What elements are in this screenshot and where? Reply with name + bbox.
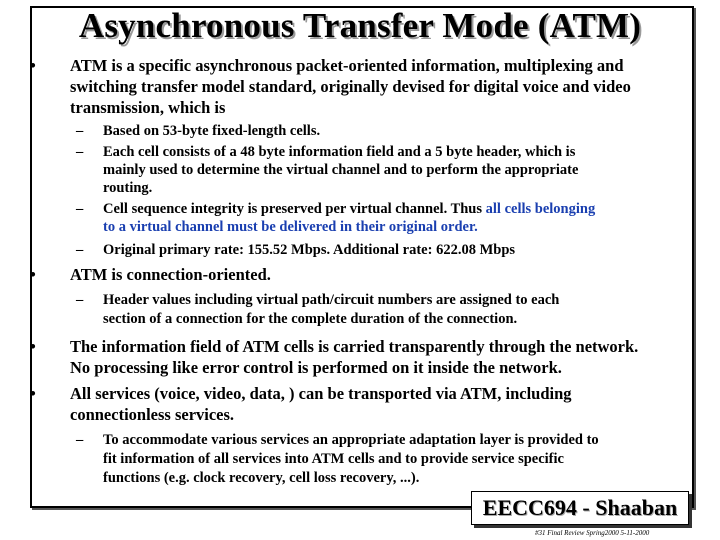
bullet-4-line-1: All services (voice, video, data, ) can be transported via ATM, including — [70, 384, 572, 403]
sub-bullet-3-line-2: to a virtual channel must be delivered in their original order. — [103, 219, 478, 235]
bullet-marker: • — [30, 337, 36, 356]
sub-bullet-2-line-1: Each cell consists of a 48 byte information field and a 5 byte header, which is — [103, 144, 576, 160]
sub-bullet-5-line-1: Header values including virtual path/circuit numbers are assigned to each — [103, 292, 560, 308]
dash-marker: – — [76, 201, 84, 217]
bullet-3-line-2: No processing like error control is performed on it inside the network. — [70, 358, 562, 377]
slide-footnote: #31 Final Review Spring2000 5-11-2000 — [535, 529, 650, 537]
bullet-1-line-2: switching transfer model standard, originally devised for digital voice and video — [70, 77, 631, 96]
bullet-marker: • — [30, 56, 36, 75]
bullet-3-line-1: The information field of ATM cells is carried transparently through the network. — [70, 337, 639, 356]
dash-marker: – — [76, 292, 84, 308]
dash-marker: – — [76, 432, 84, 448]
sub-bullet-6-line-1: To accommodate various services an appropriate adaptation layer is provided to — [103, 432, 599, 448]
sub-bullet-3-line-1 — [103, 200, 595, 218]
dash-marker: – — [76, 123, 84, 139]
course-footer-badge: EECC694 - Shaaban — [471, 491, 689, 525]
bullet-2: ATM is connection-oriented. — [70, 265, 271, 284]
dash-marker: – — [76, 242, 84, 258]
slide-title: Asynchronous Transfer Mode (ATM) — [78, 6, 642, 45]
sub-bullet-4: Original primary rate: 155.52 Mbps. Additional rate: 622.08 Mbps — [103, 242, 516, 258]
sub-bullet-5-line-2: section of a connection for the complete duration of the connection. — [103, 311, 518, 327]
bullet-marker: • — [30, 384, 36, 403]
bullet-1-line-3: transmission, which is — [70, 98, 226, 117]
highlight-text: all cells belonging — [485, 201, 596, 217]
bullet-1-line-1: ATM is a specific asynchronous packet-oriented information, multiplexing and — [70, 56, 624, 75]
sub-bullet-3-text: Cell sequence integrity is preserved per virtual channel. Thus — [103, 201, 486, 217]
sub-bullet-6-line-2: fit information of all services into ATM cells and to provide service specific — [103, 451, 564, 467]
dash-marker: – — [76, 144, 84, 160]
sub-bullet-2-line-2: mainly used to determine the virtual channel and to perform the appropriate — [103, 162, 579, 178]
sub-bullet-1: Based on 53-byte fixed-length cells. — [103, 123, 321, 139]
sub-bullet-2-line-3: routing. — [103, 180, 153, 196]
bullet-marker: • — [30, 265, 36, 284]
bullet-4-line-2: connectionless services. — [70, 405, 235, 424]
sub-bullet-6-line-3: functions (e.g. clock recovery, cell loss recovery, ...). — [103, 470, 420, 486]
